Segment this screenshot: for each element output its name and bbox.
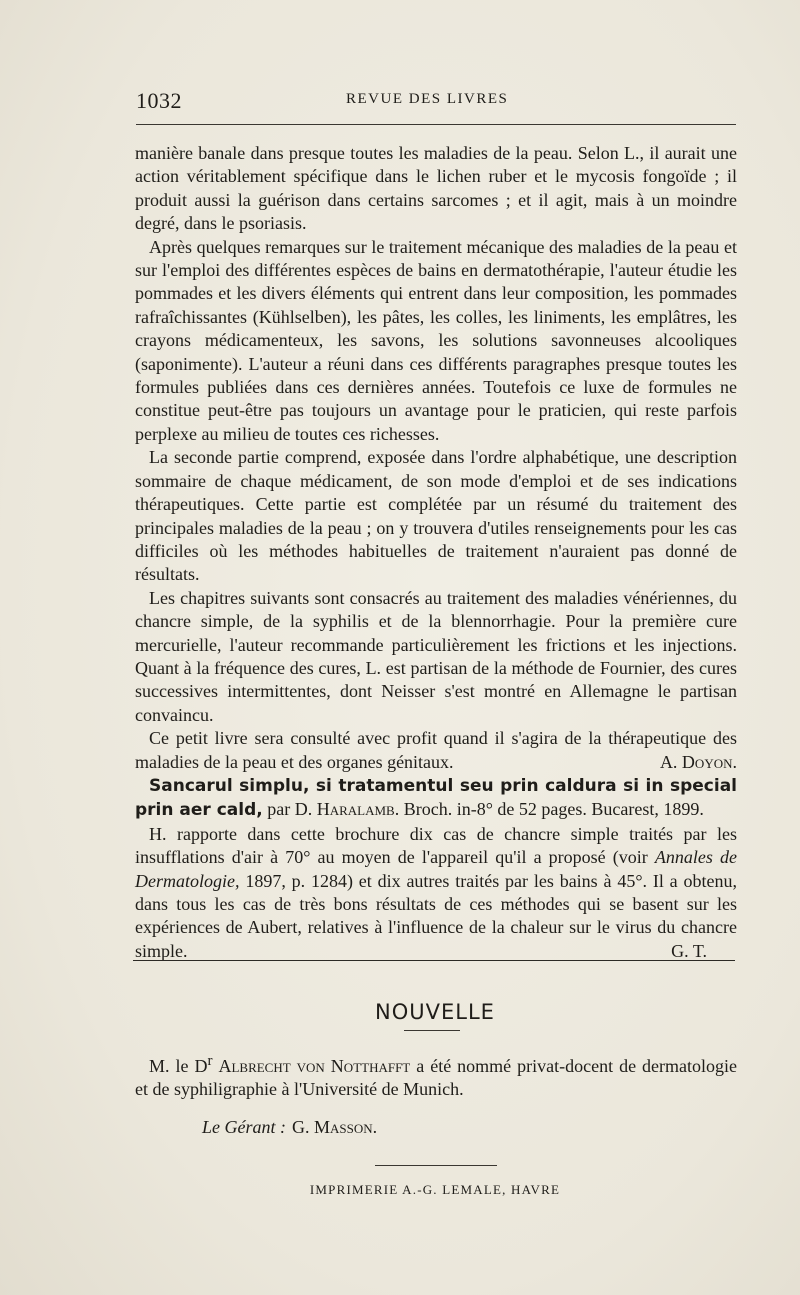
reviewer-signature: A. Doyon. [659,751,737,772]
page-number: 1032 [136,88,182,113]
heading-underline [404,1030,460,1031]
paragraph-2: Après quelques remarques sur le traitement mécanique des maladies de la peau et sur l'emploi des différentes espèces de bains en dermatothérapie, l'auteur étudie les pommades et les divers éléments qui entrent dans leur composition, les pommades rafraîchissantes (Kühlselben), les pâtes, les colles, les liniments, les emplâtres, les crayons médicamenteux, les savons, les solutions savonneuses alcooliques (saponimente). L'auteur a réuni dans ces différents paragraphes presque toutes les formules publiées dans ces dernières années. Toutefois ce luxe de formules ne constitue peut-être pas toujours un avantage pour le praticien, qui reste parfois perplexe au milieu de toutes ces richesses. [135,236,737,444]
paragraph-5 [135,727,737,774]
review-body-start: H. rapporte dans cette brochure dix cas de chancre simple traités par les insufflations d'air à 70° au moyen de l'appareil qu'il a proposé (voir [135,823,737,868]
gerant-label: Le Gérant : [202,1117,286,1137]
review-author: Haralamb. [316,799,400,820]
gerant-name: G. Masson. [292,1117,378,1137]
page-header [136,88,736,112]
paragraph-3: La seconde partie comprend, exposée dans l'ordre alphabétique, une description sommaire de chaque médicament, de son mode d'emploi et de ses indications thérapeutiques. Cette partie est complétée par un résumé du traitement des principales maladies de la peau ; on y trouvera d'utiles renseignements pour les cas difficiles où les méthodes habituelles de traitement n'auraient pas donné de résultats. [135,447,737,585]
review-by: par D. [267,799,313,820]
running-title: REVUE DES LIVRES [346,91,509,107]
nouvelle-text [135,1050,737,1102]
review-journal: Annales de Dermatologie, [135,847,737,891]
nouvelle-name: Albrecht von Notthafft [218,1056,411,1076]
review-body-end: 1897, p. 1284) et dix autres traités par les bains à 45°. Il a obtenu, dans tous les cas de très bons résultats de ces méthodes qui se basent sur les expériences de Aubert, relatives à l'influence de la chaleur sur le virus du chancre simple. [135,870,737,961]
review-signature: G. T. [671,940,707,961]
section-heading: NOUVELLE [375,1000,495,1024]
nouvelle-start: M. le D [149,1056,208,1076]
printer-line: IMPRIMERIE A.-G. LEMALE, HAVRE [309,1182,561,1197]
paragraph-1: manière banale dans presque toutes les maladies de la peau. Selon L., il aurait une action véritablement spécifique dans le lichen ruber et le mycosis fongoïde ; il produit aussi la guérison dans certains sarcomes ; et il agit, mais à un moindre degré, dans le psoriasis. [135,143,737,234]
article-body [135,142,737,963]
paragraph-4: Les chapitres suivants sont consacrés au traitement des maladies vénériennes, du chancre simple, de la syphilis et de la blennorrhagie. Pour la première cure mercurielle, l'auteur recommande particulièrement les frictions et les injections. Quant à la fréquence des cures, L. est partisan de la méthode de Fournier, des cures successives intermittentes, dont Neisser s'est montré en Allemagne le partisan convaincu. [135,587,737,725]
nouvelle-end: a été nommé privat-docent de dermatologie et de syphiligraphie à l'Université de Munich. [135,1056,738,1100]
review-citation [135,774,737,823]
review-title: Sancarul simplu, si tratamentul seu prin caldura si in special prin aer cald, [135,775,737,821]
header-rule [136,124,736,125]
section-rule [133,960,735,961]
review-details: Broch. in-8° de 52 pages. Bucarest, 1899. [403,799,704,820]
nouvelle-sup: r [207,1053,213,1069]
review-body [135,823,737,963]
paragraph-5-text: Ce petit livre sera consulté avec profit quand il s'agira de la thérapeutique des maladies de la peau et des organes génitaux. [135,728,737,772]
footer-rule [375,1165,497,1166]
gerant-line [202,1117,377,1138]
